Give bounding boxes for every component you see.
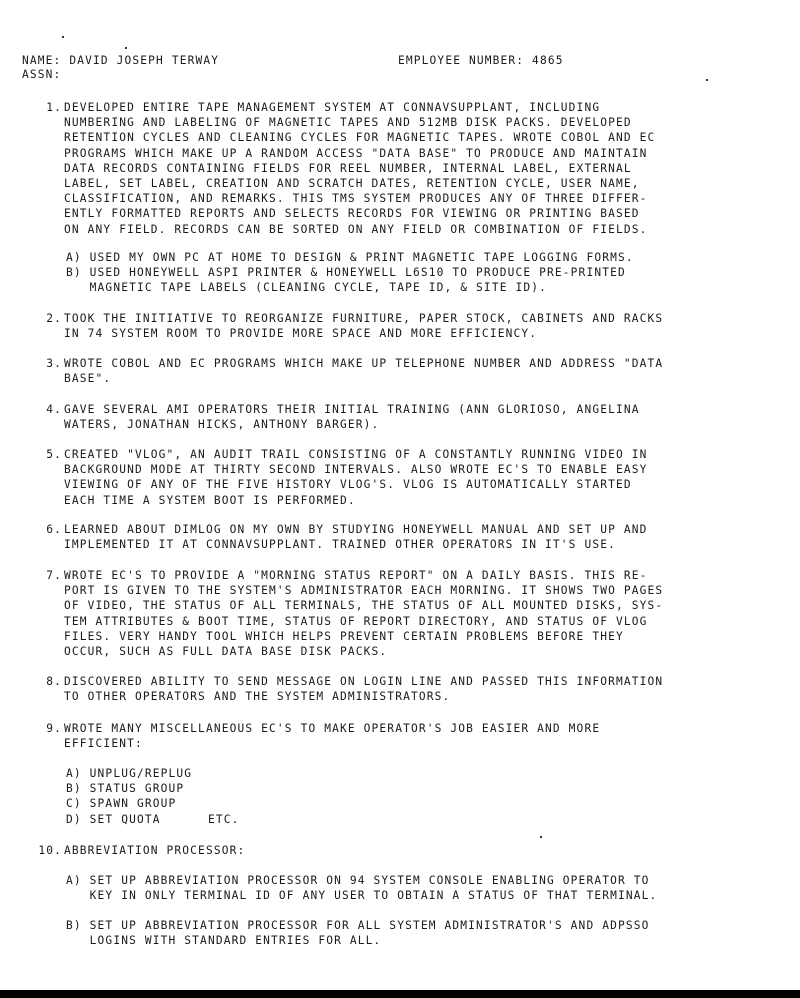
text-line: DISCOVERED ABILITY TO SEND MESSAGE ON LOGIN LINE AND PASSED THIS INFORMATION xyxy=(64,675,664,688)
text-line: PROGRAMS WHICH MAKE UP A RANDOM ACCESS "DATA BASE" TO PRODUCE AND MAINTAIN xyxy=(64,146,648,160)
text-line: TOOK THE INITIATIVE TO REORGANIZE FURNITURE, PAPER STOCK, CABINETS AND RACKS xyxy=(64,312,664,325)
item-text xyxy=(64,522,648,552)
text-line: LEARNED ABOUT DIMLOG ON MY OWN BY STUDYING HONEYWELL MANUAL AND SET UP AND xyxy=(64,523,648,536)
item-text xyxy=(64,674,663,704)
text-line: DEVELOPED ENTIRE TAPE MANAGEMENT SYSTEM AT CONNAVSUPPLANT, INCLUDING xyxy=(64,101,601,114)
item-number: 9. xyxy=(46,722,62,735)
item-number: 4. xyxy=(46,403,62,416)
item-text xyxy=(64,721,600,751)
text-line: WROTE EC'S TO PROVIDE A "MORNING STATUS REPORT" ON A DAILY BASIS. THIS RE- xyxy=(64,569,648,582)
text-line: LABEL, SET LABEL, CREATION AND SCRATCH DATES, RETENTION CYCLE, USER NAME, xyxy=(64,177,640,191)
sub-list xyxy=(66,250,634,296)
text-line: IN 74 SYSTEM ROOM TO PROVIDE MORE SPACE AND MORE EFFICIENCY. xyxy=(64,327,538,341)
sub-item-line: B) SET UP ABBREVIATION PROCESSOR FOR ALL SYSTEM ADMINISTRATOR'S AND ADPSSO xyxy=(66,919,650,932)
text-line: ABBREVIATION PROCESSOR: xyxy=(64,844,246,857)
text-line: WROTE MANY MISCELLANEOUS EC'S TO MAKE OPERATOR'S JOB EASIER AND MORE xyxy=(64,722,601,735)
text-line: OCCUR, SUCH AS FULL DATA BASE DISK PACKS. xyxy=(64,645,388,659)
sub-item-line: D) SET QUOTA ETC. xyxy=(66,812,240,826)
sub-item-line: KEY IN ONLY TERMINAL ID OF ANY USER TO OBTAIN A STATUS OF THAT TERMINAL. xyxy=(66,889,658,903)
assignment-label: ASSN: xyxy=(22,68,62,81)
employee-name: NAME: DAVID JOSEPH TERWAY xyxy=(22,54,220,67)
sub-list xyxy=(66,918,650,948)
text-line: OF VIDEO, THE STATUS OF ALL TERMINALS, THE STATUS OF ALL MOUNTED DISKS, SYS- xyxy=(64,599,664,613)
text-line: VIEWING OF ANY OF THE FIVE HISTORY VLOG'S. VLOG IS AUTOMATICALLY STARTED xyxy=(64,478,632,492)
sub-item-line: LOGINS WITH STANDARD ENTRIES FOR ALL. xyxy=(66,934,382,948)
sub-item-line: A) USED MY OWN PC AT HOME TO DESIGN & PRINT MAGNETIC TAPE LOGGING FORMS. xyxy=(66,251,634,264)
item-number: 8. xyxy=(46,675,62,688)
sub-item-line: B) STATUS GROUP xyxy=(66,782,185,796)
item-text xyxy=(64,356,663,386)
text-line: FILES. VERY HANDY TOOL WHICH HELPS PREVENT CERTAIN PROBLEMS BEFORE THEY xyxy=(64,629,624,643)
employee-number: EMPLOYEE NUMBER: 4865 xyxy=(398,54,564,67)
item-number: 2. xyxy=(46,312,62,325)
item-text xyxy=(64,100,655,237)
text-line: CREATED "VLOG", AN AUDIT TRAIL CONSISTING OF A CONSTANTLY RUNNING VIDEO IN xyxy=(64,448,648,461)
item-number: 6. xyxy=(46,523,62,536)
scan-speck xyxy=(62,36,64,38)
text-line: EFFICIENT: xyxy=(64,737,143,751)
text-line: TO OTHER OPERATORS AND THE SYSTEM ADMINISTRATORS. xyxy=(64,690,451,704)
item-number: 10. xyxy=(38,844,62,857)
sub-list xyxy=(66,766,239,827)
scan-speck xyxy=(125,47,127,49)
sub-list xyxy=(66,873,657,903)
text-line: ON ANY FIELD. RECORDS CAN BE SORTED ON ANY FIELD OR COMBINATION OF FIELDS. xyxy=(64,222,648,236)
scan-speck xyxy=(706,79,708,81)
sub-item-line: B) USED HONEYWELL ASPI PRINTER & HONEYWELL L6S10 TO PRODUCE PRE-PRINTED xyxy=(66,266,626,280)
text-line: RETENTION CYCLES AND CLEANING CYCLES FOR MAGNETIC TAPES. WROTE COBOL AND EC xyxy=(64,131,656,145)
scan-speck xyxy=(540,836,542,838)
text-line: GAVE SEVERAL AMI OPERATORS THEIR INITIAL TRAINING (ANN GLORIOSO, ANGELINA xyxy=(64,403,640,416)
text-line: WATERS, JONATHAN HICKS, ANTHONY BARGER). xyxy=(64,418,380,432)
item-number: 7. xyxy=(46,569,62,582)
text-line: DATA RECORDS CONTAINING FIELDS FOR REEL NUMBER, INTERNAL LABEL, EXTERNAL xyxy=(64,161,632,175)
sub-item-line: A) SET UP ABBREVIATION PROCESSOR ON 94 SYSTEM CONSOLE ENABLING OPERATOR TO xyxy=(66,874,650,887)
text-line: EACH TIME A SYSTEM BOOT IS PERFORMED. xyxy=(64,493,356,507)
text-line: BACKGROUND MODE AT THIRTY SECOND INTERVALS. ALSO WROTE EC'S TO ENABLE EASY xyxy=(64,463,648,477)
sub-item-line: MAGNETIC TAPE LABELS (CLEANING CYCLE, TAPE ID, & SITE ID). xyxy=(66,281,548,295)
text-line: WROTE COBOL AND EC PROGRAMS WHICH MAKE UP TELEPHONE NUMBER AND ADDRESS "DATA xyxy=(64,357,664,370)
item-number: 5. xyxy=(46,448,62,461)
sub-item-line: C) SPAWN GROUP xyxy=(66,797,177,811)
text-line: BASE". xyxy=(64,372,112,386)
text-line: CLASSIFICATION, AND REMARKS. THIS TMS SYSTEM PRODUCES ANY OF THREE DIFFER- xyxy=(64,192,648,206)
scan-edge-bar xyxy=(0,990,800,998)
item-text xyxy=(64,402,640,432)
item-text xyxy=(64,447,648,508)
item-number: 3. xyxy=(46,357,62,370)
item-number: 1. xyxy=(46,101,62,114)
text-line: PORT IS GIVEN TO THE SYSTEM'S ADMINISTRATOR EACH MORNING. IT SHOWS TWO PAGES xyxy=(64,584,664,598)
item-text xyxy=(64,311,663,341)
text-line: ENTLY FORMATTED REPORTS AND SELECTS RECORDS FOR VIEWING OR PRINTING BASED xyxy=(64,207,640,221)
item-text xyxy=(64,843,245,858)
sub-item-line: A) UNPLUG/REPLUG xyxy=(66,767,193,780)
text-line: TEM ATTRIBUTES & BOOT TIME, STATUS OF REPORT DIRECTORY, AND STATUS OF VLOG xyxy=(64,614,648,628)
text-line: NUMBERING AND LABELING OF MAGNETIC TAPES AND 512MB DISK PACKS. DEVELOPED xyxy=(64,116,632,130)
text-line: IMPLEMENTED IT AT CONNAVSUPPLANT. TRAINED OTHER OPERATORS IN IT'S USE. xyxy=(64,538,616,552)
item-text xyxy=(64,568,663,659)
